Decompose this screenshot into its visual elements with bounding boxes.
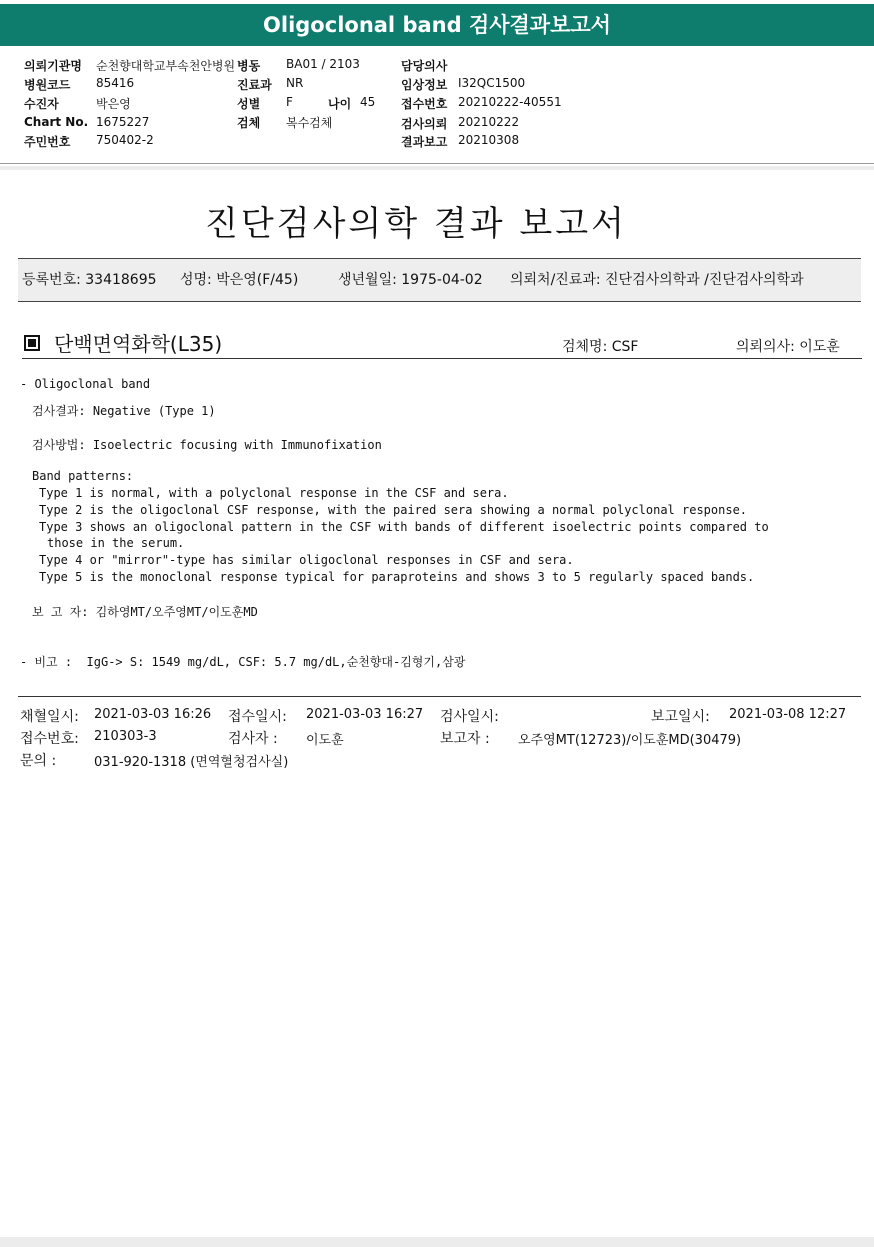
receipt-value: 20210222-40551 — [458, 95, 562, 109]
sex-value: F — [286, 95, 293, 109]
report-date-value: 20210308 — [458, 133, 520, 147]
receipt-no-value: 210303-3 — [94, 729, 157, 744]
test-method: 검사방법: Isoelectric focusing with Immunofixation — [32, 438, 382, 452]
requesting-dept: 의뢰처/진료과: 진단검사의학과 /진단검사의학과 — [510, 272, 804, 288]
contact-value: 031-920-1318 (면역혈청검사실) — [94, 755, 289, 770]
request-label: 검사의뢰 — [401, 117, 448, 131]
patient-name: 성명: 박은영(F/45) — [180, 272, 299, 288]
section-title: 단백면역화학(L35) — [54, 332, 223, 356]
test-name: - Oligoclonal band — [20, 377, 151, 391]
patient-value: 박은영 — [96, 97, 131, 111]
tester-value: 이도훈 — [306, 733, 344, 748]
divider — [0, 163, 874, 164]
age-value: 45 — [360, 95, 376, 109]
doctor-label: 담당의사 — [401, 59, 448, 73]
specimen-label: 검체 — [237, 116, 261, 130]
registration-number: 등록번호: 33418695 — [22, 272, 157, 288]
document-title: 진단검사의학 결과 보고서 — [205, 204, 627, 244]
test-result: 검사결과: Negative (Type 1) — [32, 404, 216, 418]
section-header — [22, 328, 862, 359]
id-label: 주민번호 — [24, 135, 71, 149]
band-pattern-line: Type 3 shows an oligoclonal pattern in the CSF with bands of different isoelectric points compared to — [39, 520, 769, 534]
clinical-value: I32QC1500 — [458, 76, 526, 90]
patient-label: 수진자 — [24, 97, 59, 111]
id-value: 750402-2 — [96, 133, 154, 147]
tester-label: 검사자 : — [228, 731, 278, 747]
chart-label: Chart No. — [24, 115, 89, 129]
institution-label: 의뢰기관명 — [24, 59, 82, 73]
receive-label: 접수일시: — [228, 709, 287, 725]
ward-label: 병동 — [237, 59, 261, 73]
divider-band — [0, 166, 874, 170]
band-pattern-line: Type 5 is the monoclonal response typical for paraproteins and shows 3 to 5 regularly spaced bands. — [39, 570, 755, 584]
receive-value: 2021-03-03 16:27 — [306, 707, 424, 722]
hospital-code-label: 병원코드 — [24, 78, 71, 92]
collect-label: 채혈일시: — [20, 709, 79, 725]
band-pattern-line: Type 4 or "mirror"-type has similar oligoclonal responses in CSF and sera. — [39, 553, 574, 567]
receipt-label: 접수번호 — [401, 97, 448, 111]
dept-value: NR — [286, 76, 304, 90]
band-pattern-line: those in the serum. — [47, 536, 185, 550]
report-time-value: 2021-03-08 12:27 — [729, 707, 847, 722]
request-value: 20210222 — [458, 115, 520, 129]
reporter-label: 보고자 : — [440, 731, 490, 747]
remark-line: - 비고 : IgG-> S: 1549 mg/dL, CSF: 5.7 mg/dL,순천향대-김형기,삼광 — [20, 655, 466, 669]
receipt-no-label: 접수번호: — [20, 731, 79, 747]
square-bullet-icon — [24, 335, 40, 351]
footer-divider — [18, 696, 861, 697]
specimen-value: 복수검체 — [286, 116, 333, 130]
test-date-label: 검사일시: — [440, 709, 499, 725]
clinical-label: 임상정보 — [401, 78, 448, 92]
band-pattern-line: Type 2 is the oligoclonal CSF response, with the paired sera showing a normal polyclonal response. — [39, 503, 748, 517]
sex-label: 성별 — [237, 97, 261, 111]
hospital-code-value: 85416 — [96, 76, 135, 90]
report-time-label: 보고일시: — [651, 709, 710, 725]
band-patterns-title: Band patterns: — [32, 469, 134, 483]
requesting-doctor: 의뢰의사: 이도훈 — [736, 339, 840, 355]
report-date-label: 결과보고 — [401, 135, 448, 149]
birth-date: 생년월일: 1975-04-02 — [338, 272, 483, 288]
institution-value: 순천향대학교부속천안병원 — [96, 59, 236, 73]
reporter-value: 오주영MT(12723)/이도훈MD(30479) — [518, 733, 742, 748]
reporter-line: 보 고 자: 김하영MT/오주영MT/이도훈MD — [32, 605, 258, 619]
report-title: Oligoclonal band 검사결과보고서 — [263, 13, 611, 37]
collect-value: 2021-03-03 16:26 — [94, 707, 212, 722]
band-pattern-line: Type 1 is normal, with a polyclonal response in the CSF and sera. — [39, 486, 509, 500]
patient-summary-bar — [18, 258, 861, 302]
chart-value: 1675227 — [96, 115, 150, 129]
page-bottom-band — [0, 1237, 874, 1247]
dept-label: 진료과 — [237, 78, 272, 92]
report-title-bar — [0, 4, 874, 46]
specimen-name: 검체명: CSF — [562, 339, 639, 355]
ward-value: BA01 / 2103 — [286, 57, 360, 71]
age-label: 나이 — [328, 97, 352, 111]
contact-label: 문의 : — [20, 753, 57, 769]
